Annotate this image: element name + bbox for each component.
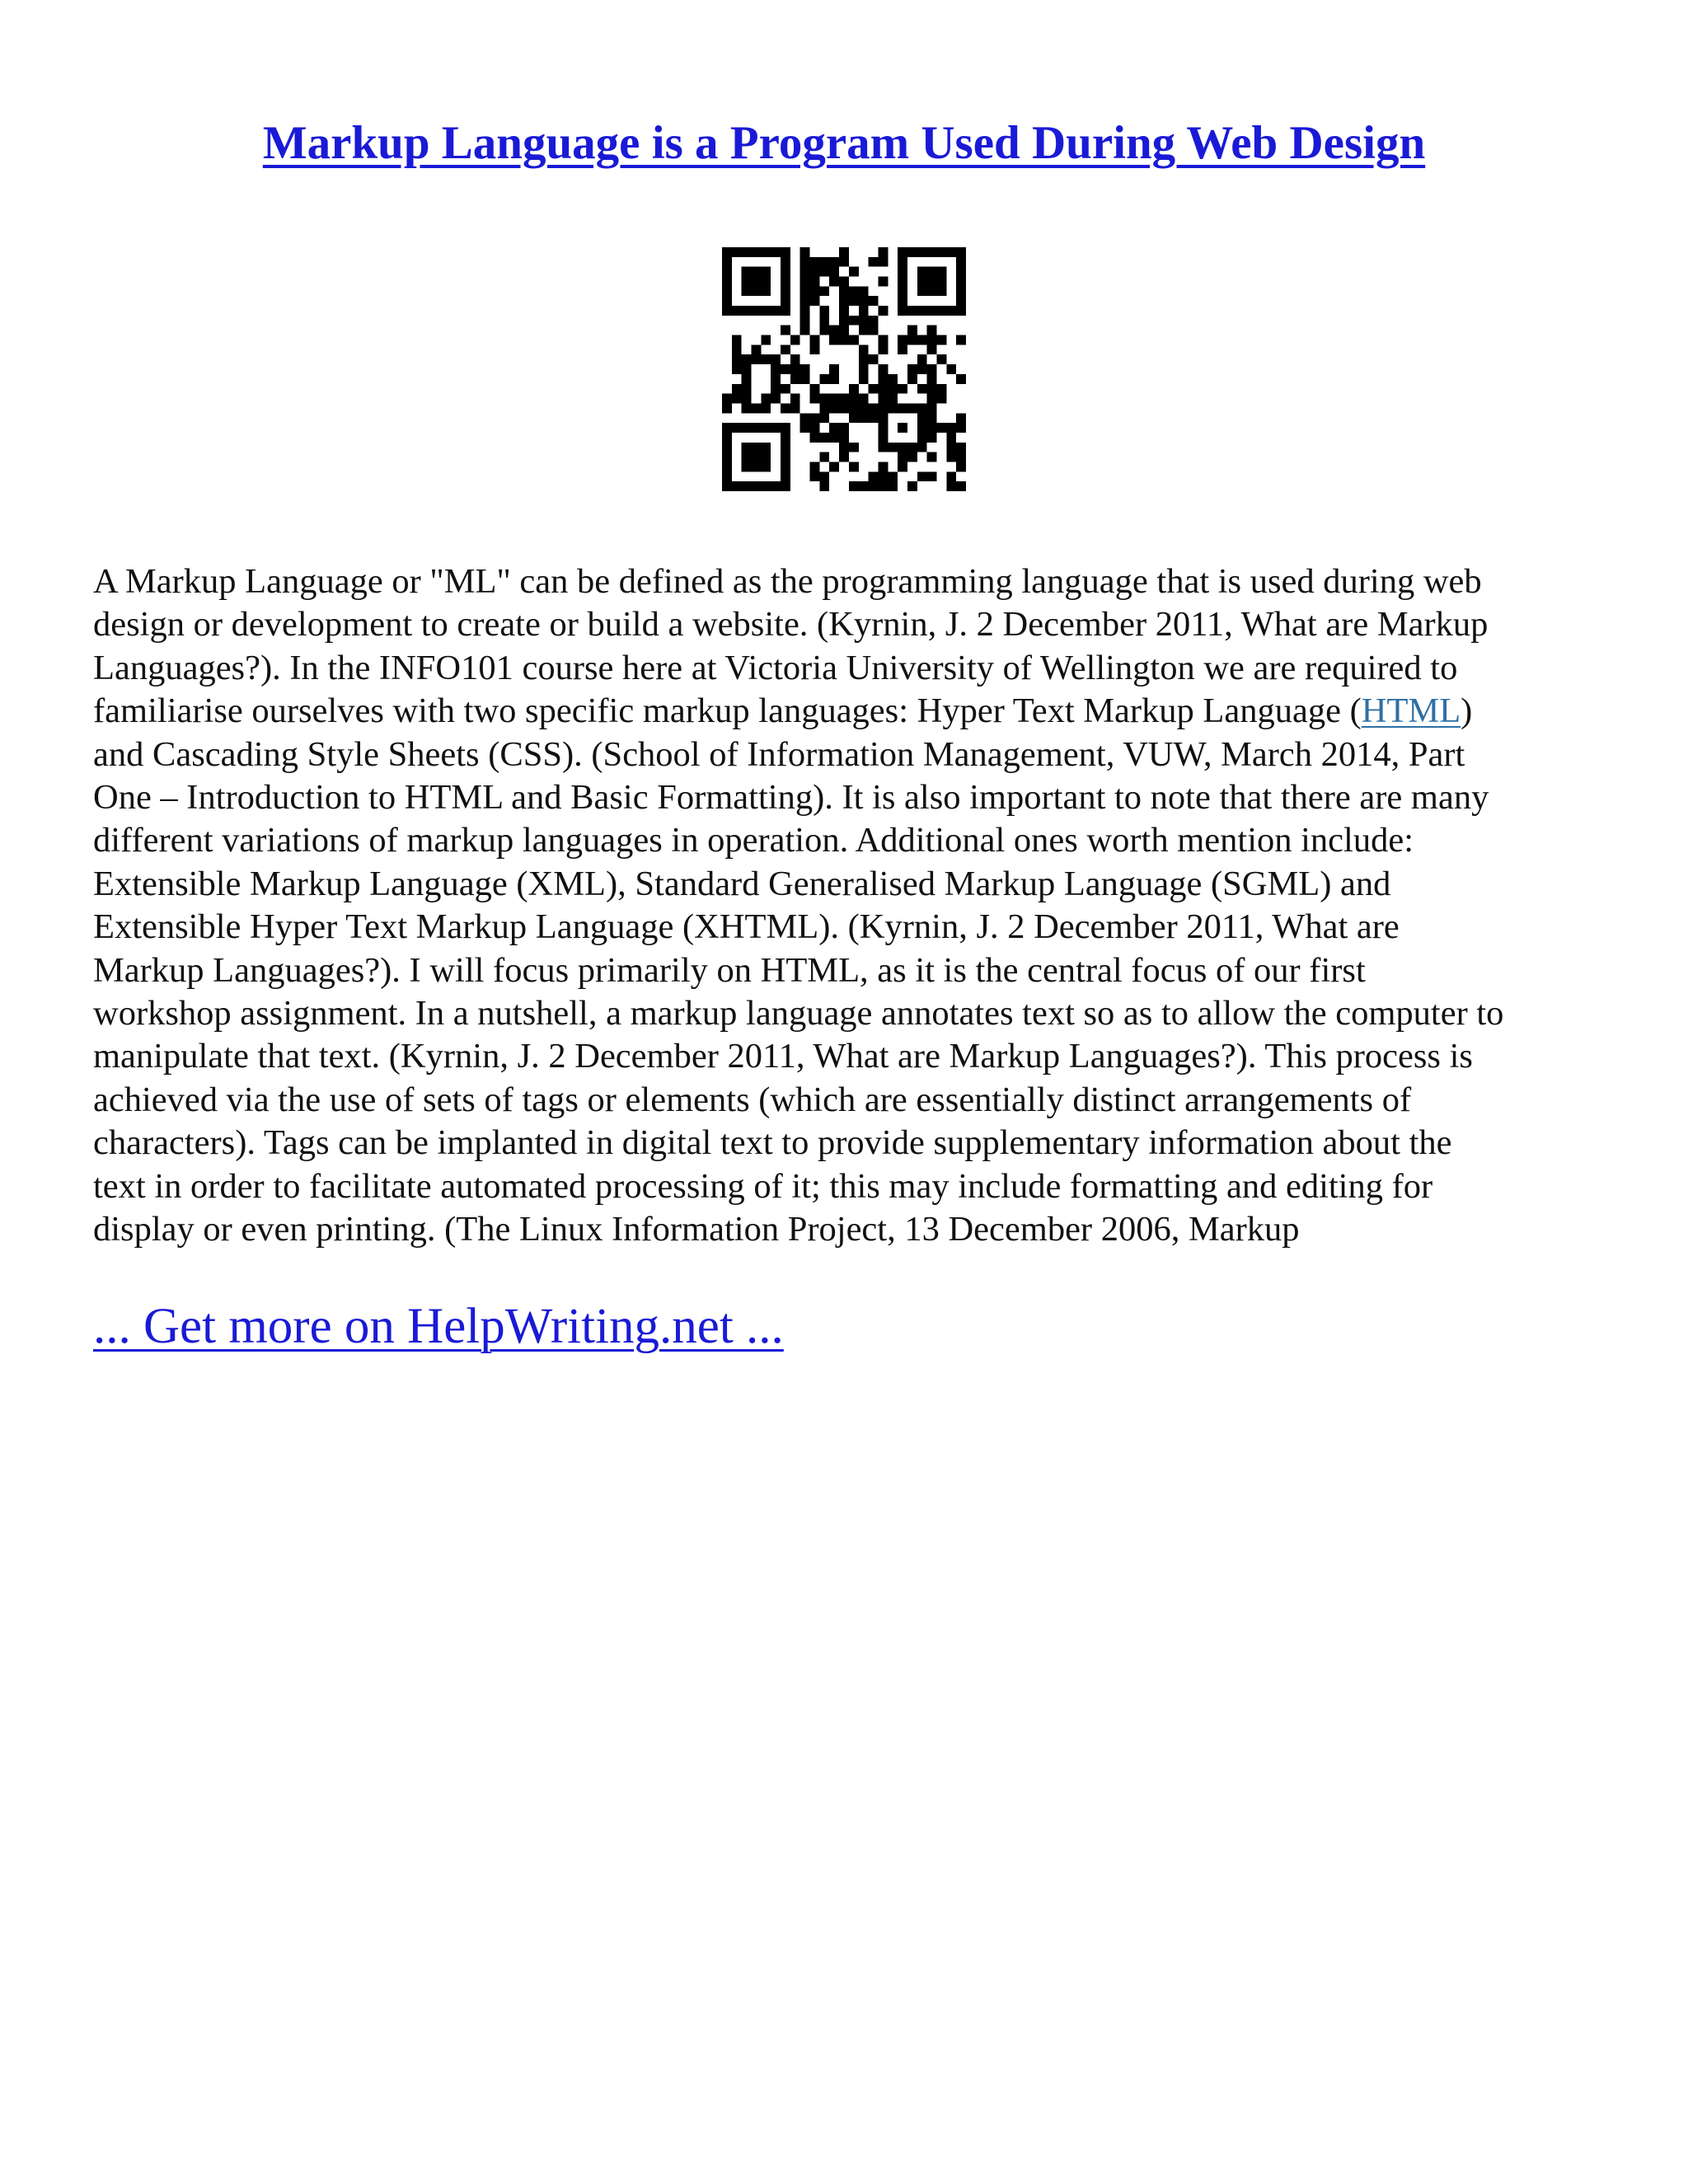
get-more-link[interactable]: ... Get more on HelpWriting.net ... — [93, 1299, 784, 1354]
body-paragraph — [93, 560, 1601, 1252]
paragraph-text: familiarise ourselves with two specific markup languages: Hyper Text Markup Language ( — [93, 691, 1362, 731]
paragraph-line — [93, 690, 1601, 733]
paragraph-text: ) — [1461, 691, 1473, 731]
title-link[interactable]: Markup Language is a Program Used During Web Design — [262, 117, 1426, 169]
qr-code-icon — [722, 247, 966, 491]
get-more-section — [93, 1296, 784, 1358]
paragraph-line: text in order to facilitate automated processing of it; this may include formatting and editing for — [93, 1166, 1433, 1206]
paragraph-line: design or development to create or build a website. (Kyrnin, J. 2 December 2011, What are Markup — [93, 605, 1489, 644]
paragraph-line: Extensible Markup Language (XML), Standard Generalised Markup Language (SGML) and — [93, 864, 1391, 903]
page-title — [0, 114, 1688, 173]
paragraph-line: Markup Languages?). I will focus primarily on HTML, as it is the central focus of our first — [93, 950, 1366, 990]
paragraph-line: characters). Tags can be implanted in digital text to provide supplementary information about the — [93, 1123, 1452, 1163]
paragraph-line: workshop assignment. In a nutshell, a markup language annotates text so as to allow the computer to — [93, 994, 1504, 1033]
paragraph-line: manipulate that text. (Kyrnin, J. 2 December 2011, What are Markup Languages?). This process is — [93, 1037, 1473, 1076]
paragraph-line: different variations of markup languages in operation. Additional ones worth mention include: — [93, 821, 1414, 860]
paragraph-line: A Markup Language or "ML" can be defined as the programming language that is used during web — [93, 562, 1482, 601]
paragraph-line: achieved via the use of sets of tags or elements (which are essentially distinct arrangements of — [93, 1080, 1412, 1119]
html-link[interactable]: HTML — [1361, 691, 1461, 731]
paragraph-line: and Cascading Style Sheets (CSS). (School of Information Management, VUW, March 2014, Part — [93, 734, 1465, 774]
paragraph-line: One – Introduction to HTML and Basic Formatting). It is also important to note that there are many — [93, 778, 1489, 818]
paragraph-line: Languages?). In the INFO101 course here at Victoria University of Wellington we are required to — [93, 648, 1458, 687]
paragraph-line: display or even printing. (The Linux Information Project, 13 December 2006, Markup — [93, 1210, 1300, 1249]
paragraph-line: Extensible Hyper Text Markup Language (XHTML). (Kyrnin, J. 2 December 2011, What are — [93, 907, 1400, 947]
